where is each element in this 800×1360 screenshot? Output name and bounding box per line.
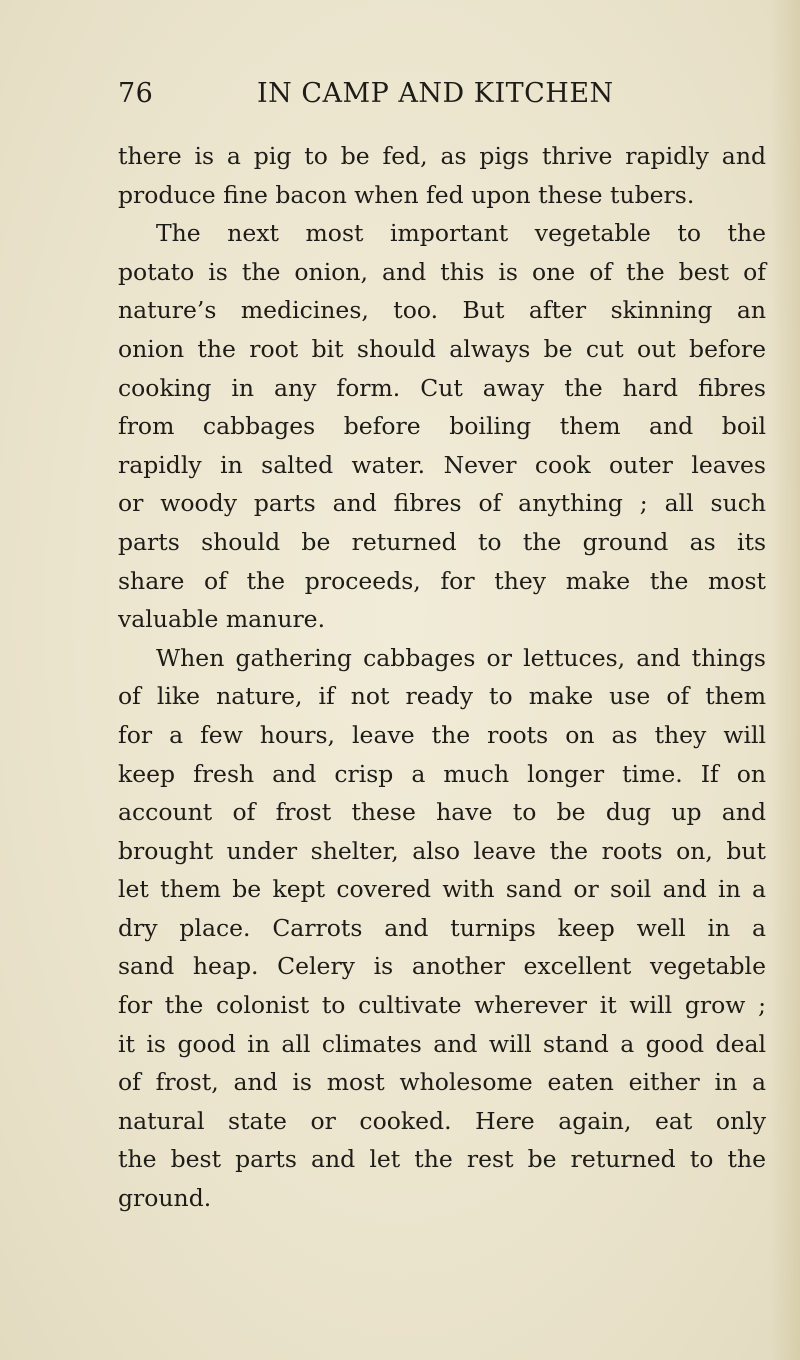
text-line: ground.: [118, 1184, 212, 1213]
text-line: the best parts and let the rest be returned to the: [118, 1145, 766, 1174]
text-line: of like nature, if not ready to make use of them: [118, 682, 766, 711]
text-line: parts should be returned to the ground as its: [118, 527, 766, 556]
text-line: dry place. Carrots and turnips keep well in a: [118, 913, 766, 942]
text-line: share of the proceeds, for they make the most: [118, 566, 766, 595]
text-line: cooking in any form. Cut away the hard fibres: [118, 373, 766, 402]
text-line: from cabbages before boiling them and boil: [118, 412, 766, 441]
page-edge-shadow: [770, 0, 800, 1360]
text-line: The next most important vegetable to the: [156, 219, 766, 248]
page-header: [118, 78, 648, 118]
running-head: IN CAMP AND KITCHEN: [257, 78, 614, 109]
text-line: natural state or cooked. Here again, eat only: [118, 1106, 766, 1135]
text-line: of frost, and is most wholesome eaten either in a: [118, 1068, 766, 1097]
text-line: or woody parts and fibres of anything ; all such: [118, 489, 766, 518]
text-line: for a few hours, leave the roots on as they will: [118, 720, 766, 749]
page-number: 76: [118, 78, 154, 109]
text-line: there is a pig to be fed, as pigs thrive rapidly and: [118, 142, 766, 170]
text-line: keep fresh and crisp a much longer time. If on: [118, 759, 766, 788]
text-line: When gathering cabbages or lettuces, and things: [156, 643, 766, 672]
text-line: let them be kept covered with sand or soil and in a: [118, 875, 766, 904]
text-line: nature’s medicines, too. But after skinning an: [118, 296, 766, 325]
text-line: produce fine bacon when fed upon these tubers.: [118, 180, 695, 209]
text-line: rapidly in salted water. Never cook outer leaves: [118, 450, 766, 479]
text-line: sand heap. Celery is another excellent vegetable: [118, 952, 766, 981]
body-text: [118, 137, 766, 1218]
text-line: onion the root bit should always be cut out before: [118, 334, 766, 363]
text-line: potato is the onion, and this is one of the best of: [118, 257, 766, 286]
text-line: for the colonist to cultivate wherever it will grow ;: [118, 991, 766, 1020]
text-line: valuable manure.: [118, 605, 326, 634]
text-line: account of frost these have to be dug up and: [118, 798, 766, 827]
text-line: it is good in all climates and will stand a good deal: [118, 1029, 766, 1058]
text-line: brought under shelter, also leave the roots on, but: [118, 836, 766, 865]
